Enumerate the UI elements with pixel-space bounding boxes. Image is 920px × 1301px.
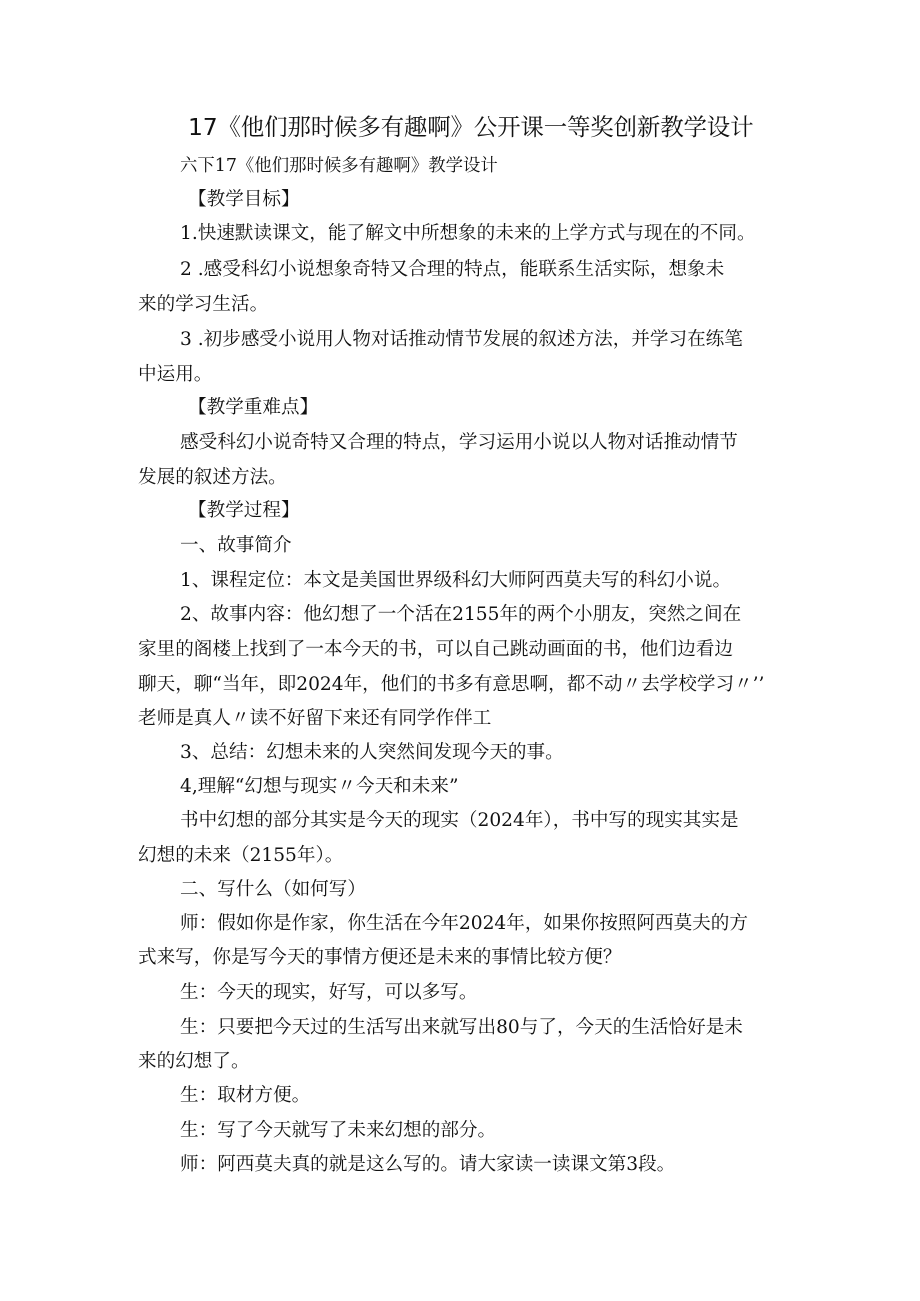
document-title: 17《他们那时候多有趣啊》公开课一等奖创新教学设计 <box>188 113 754 141</box>
teacher-question-line-2: 式来写，你是写今天的事情方便还是未来的事情比较方便？ <box>138 947 622 968</box>
summary-line: 3、总结：幻想未来的人突然间发现今天的事。 <box>180 742 564 763</box>
objective-2-line-2: 来的学习生活。 <box>138 294 269 315</box>
student-answer-2-line-1: 生：只要把今天过的生活写出来就写出80与了，今天的生活恰好是未 <box>180 1017 743 1038</box>
story-content-line-3: 聊天，聊“当年，即2024年，他们的书多有意思啊，都不动〃去学校学习〃’’ <box>138 674 765 695</box>
course-positioning: 1、课程定位：本文是美国世界级科幻大师阿西莫夫写的科幻小说。 <box>180 570 732 591</box>
student-answer-4: 生：写了今天就写了未来幻想的部分。 <box>180 1120 497 1141</box>
section-heading-objectives: 【教学目标】 <box>188 189 300 210</box>
story-content-line-2: 家里的阁楼上找到了一本今天的书，可以自己跳动画面的书，他们边看边 <box>138 639 734 660</box>
objective-1: 1.快速默读课文，能了解文中所想象的未来的上学方式与现在的不同。 <box>180 223 756 244</box>
fantasy-reality-line-1: 书中幻想的部分其实是今天的现实（2024年），书中写的现实其实是 <box>180 810 739 831</box>
story-content-line-4: 老师是真人〃读不好留下来还有同学作伴工 <box>138 708 492 729</box>
story-content-line-1: 2、故事内容：他幻想了一个活在2155年的两个小朋友，突然之间在 <box>180 604 742 625</box>
objective-3-line-2: 中运用。 <box>138 364 213 385</box>
fantasy-reality-line-2: 幻想的未来（2155年）。 <box>138 845 344 866</box>
objective-3-line-1: 3 .初步感受小说用人物对话推动情节发展的叙述方法，并学习在练笔 <box>180 329 743 350</box>
section-heading-process: 【教学过程】 <box>188 500 300 521</box>
subtitle-line: 六下17《他们那时候多有趣啊》教学设计 <box>180 156 498 176</box>
key-points-line-1: 感受科幻小说奇特又合理的特点，学习运用小说以人物对话推动情节 <box>180 432 738 453</box>
student-answer-1: 生：今天的现实，好写，可以多写。 <box>180 982 478 1003</box>
teacher-question-line-1: 师：假如你是作家，你生活在今年2024年，如果你按照阿西莫夫的方 <box>180 913 748 934</box>
objective-2-line-1: 2 .感受科幻小说想象奇特又合理的特点，能联系生活实际，想象未 <box>180 259 725 280</box>
teacher-instruction: 师：阿西莫夫真的就是这么写的。请大家读一读课文第3段。 <box>180 1154 676 1175</box>
key-points-line-2: 发展的叙述方法。 <box>138 467 287 488</box>
student-answer-3: 生：取材方便。 <box>180 1085 311 1106</box>
heading-story-intro: 一、故事简介 <box>180 535 292 556</box>
understanding-line: 4,理解“幻想与现实〃今天和未来” <box>180 776 459 797</box>
heading-what-to-write: 二、写什么（如何写） <box>180 879 366 900</box>
section-heading-key-points: 【教学重难点】 <box>188 397 319 418</box>
student-answer-2-line-2: 来的幻想了。 <box>138 1051 250 1072</box>
